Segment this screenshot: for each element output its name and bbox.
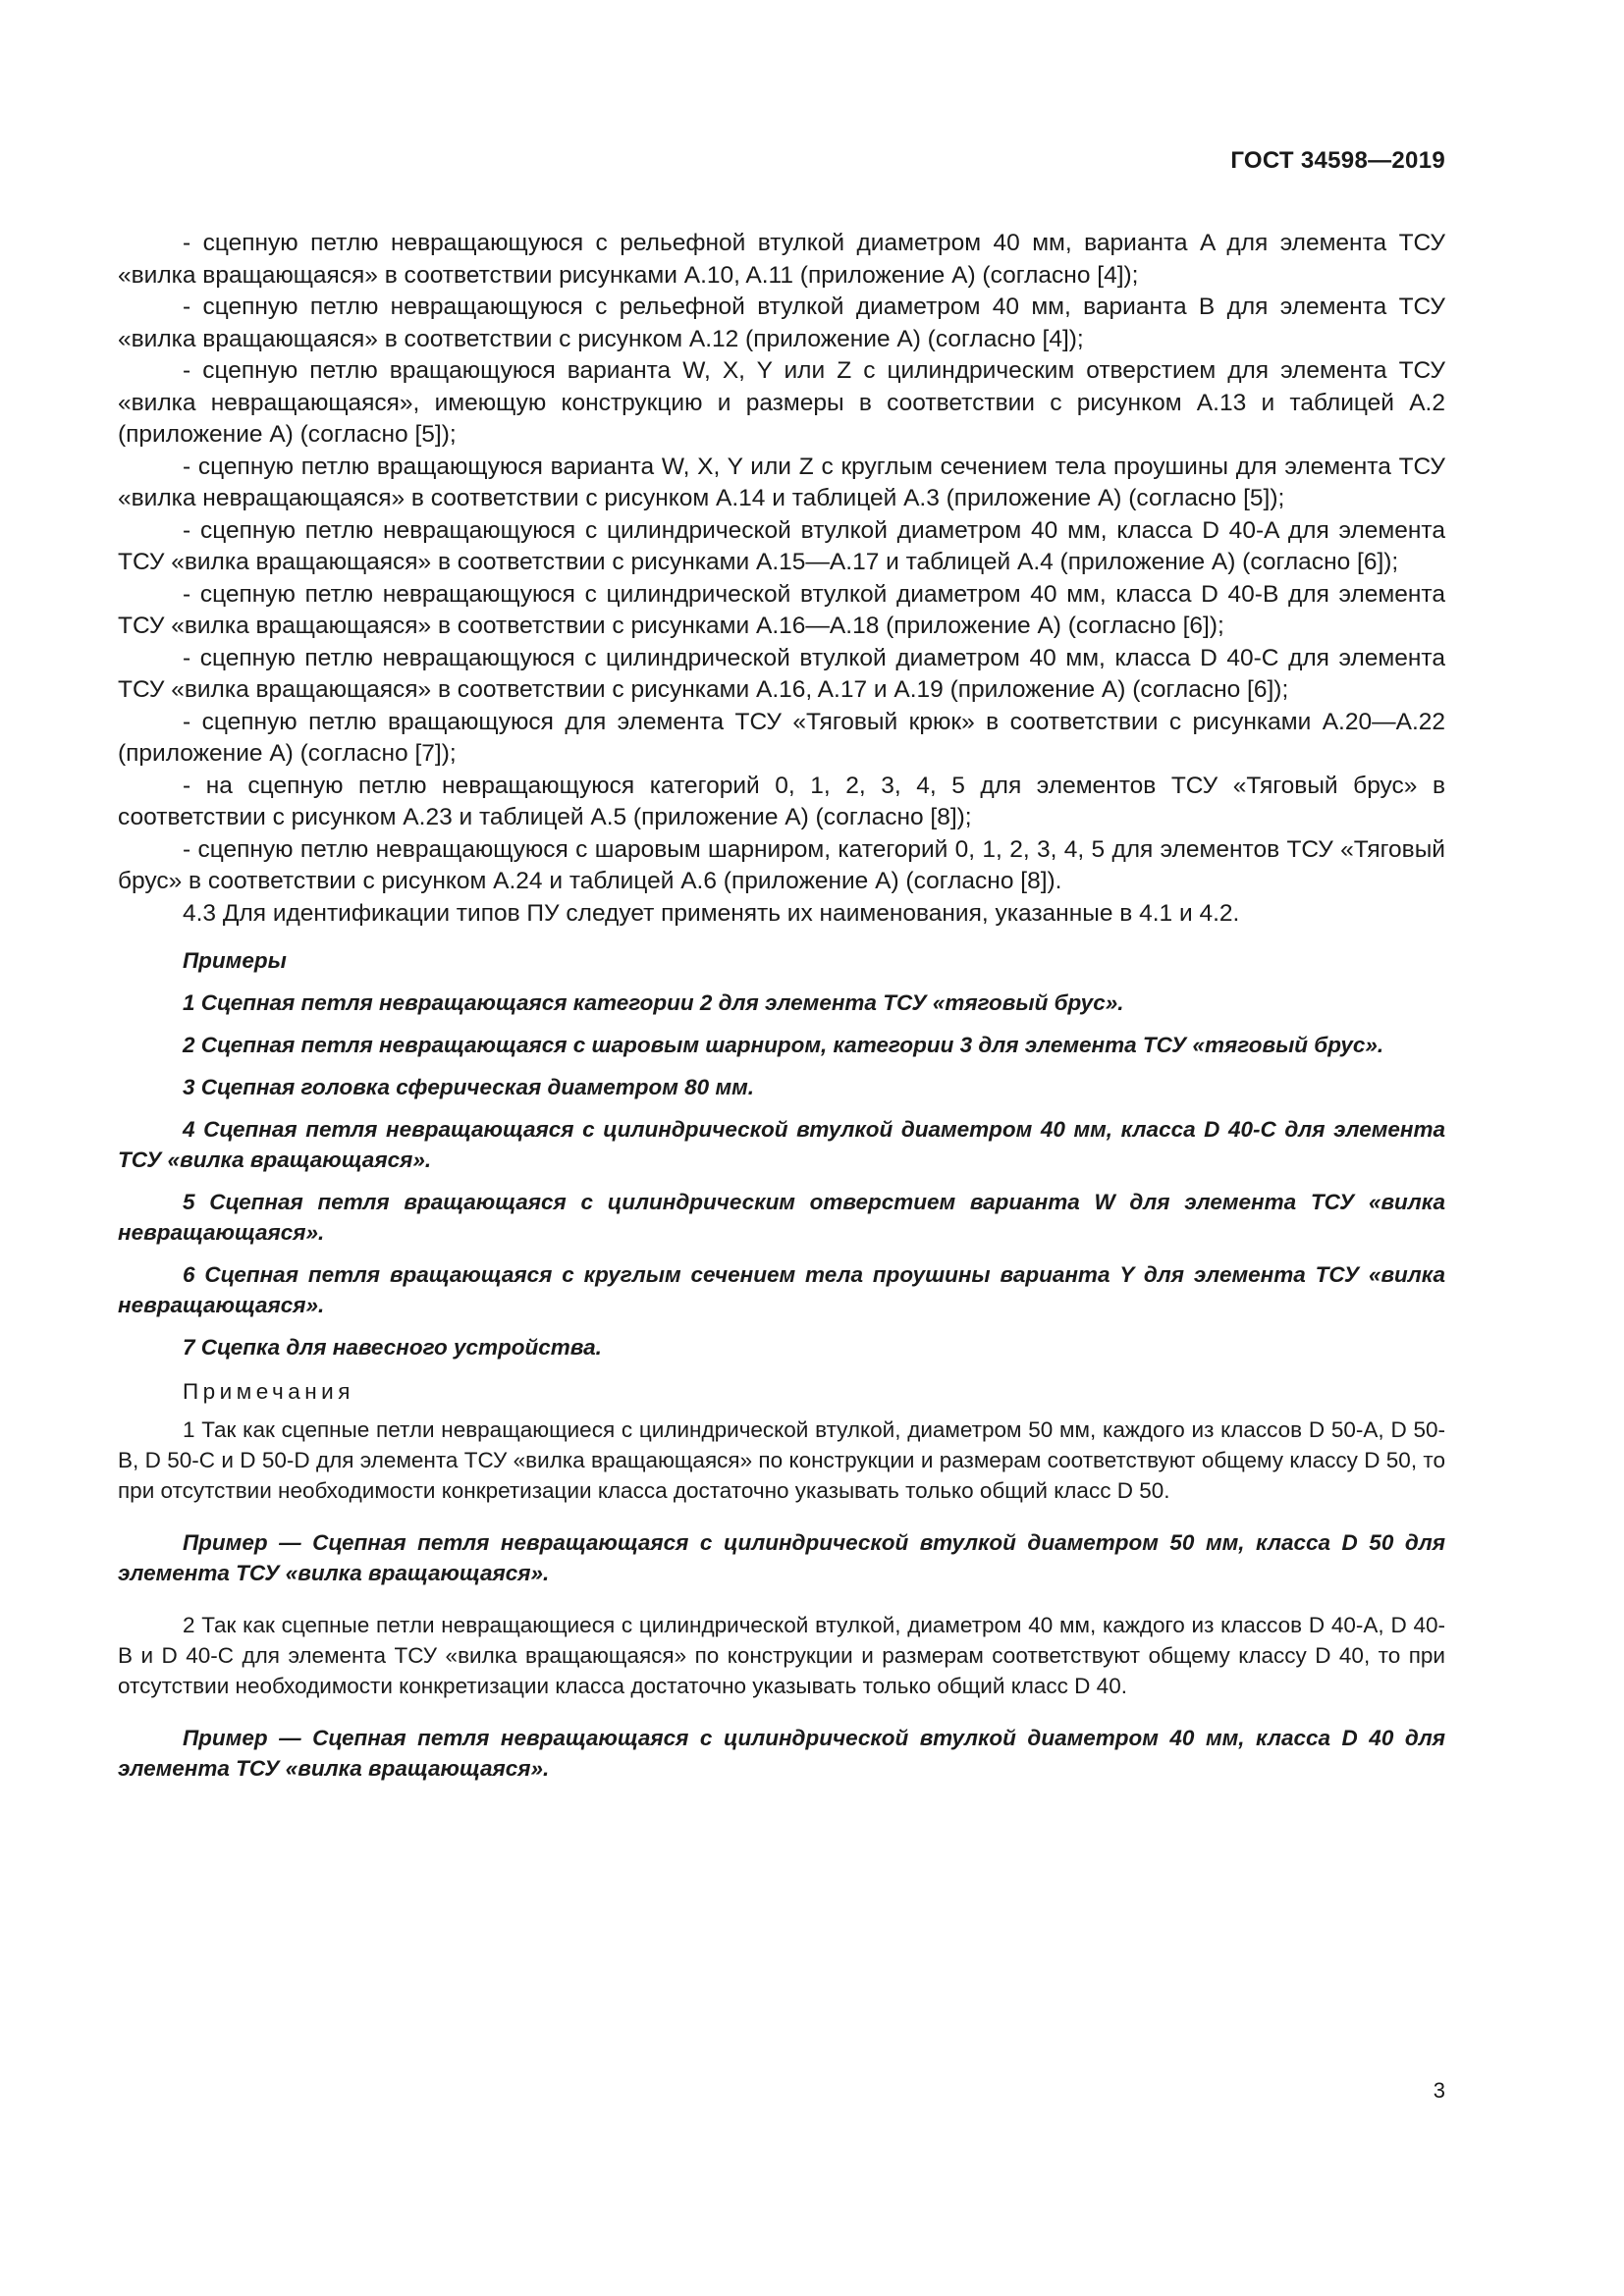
example-item: 7 Сцепка для навесного устройства. <box>183 1335 602 1360</box>
list-item: - сцепную петлю невращающуюся с рельефной втулкой диаметром 40 мм, варианта A для элемента ТСУ «вилка вращающаяся» в соответствии рисунками A.10, A.11 (приложение A) (согласно [4]); <box>118 230 1445 289</box>
example-item: 1 Сцепная петля невращающаяся категории 2 для элемента ТСУ «тяговый брус». <box>183 990 1124 1015</box>
list-item: - на сцепную петлю невращающуюся категорий 0, 1, 2, 3, 4, 5 для элементов ТСУ «Тяговый брус» в соответствии с рисунком A.23 и таблицей A.5 (приложение A) (согласно [8]); <box>118 772 1445 830</box>
example-item: 4 Сцепная петля невращающаяся с цилиндрической втулкой диаметром 40 мм, класса D 40-C для элемента ТСУ «вилка вращающаяся». <box>118 1117 1445 1172</box>
document-body <box>118 228 1445 1784</box>
note-1: 1 Так как сцепные петли невращающиеся с цилиндрической втулкой, диаметром 50 мм, каждого из классов D 50-A, D 50-B, D 50-C и D 50-D для элемента ТСУ «вилка вращающаяся» по конструкции и размерам соответствуют общему классу D 50, то при отсутствии необходимости конкретизации класса достаточно указывать только общий класс D 50. <box>118 1417 1445 1503</box>
examples-heading: Примеры <box>183 948 287 973</box>
list-item: - сцепную петлю невращающуюся с цилиндрической втулкой диаметром 40 мм, класса D 40-B для элемента ТСУ «вилка вращающаяся» в соответствии с рисунками A.16—A.18 (приложение A) (согласно [6]); <box>118 580 1445 639</box>
page-number: 3 <box>1433 2078 1445 2103</box>
list-item: - сцепную петлю вращающуюся варианта W, X, Y или Z с круглым сечением тела проушины для элемента ТСУ «вилка невращающаяся» в соответствии с рисунком A.14 и таблицей A.3 (приложение A) (согласно [5]); <box>118 453 1445 511</box>
example-item: 3 Сцепная головка сферическая диаметром 80 мм. <box>183 1075 754 1099</box>
clause-4-3: 4.3 Для идентификации типов ПУ следует применять их наименования, указанные в 4.1 и 4.2. <box>183 899 1240 927</box>
list-item: - сцепную петлю вращающуюся для элемента ТСУ «Тяговый крюк» в соответствии с рисунками A.20—A.22 (приложение A) (согласно [7]); <box>118 708 1445 767</box>
example-item: 2 Сцепная петля невращающаяся с шаровым шарниром, категории 3 для элемента ТСУ «тяговый брус». <box>183 1033 1384 1057</box>
example-item: 6 Сцепная петля вращающаяся с круглым сечением тела проушины варианта Y для элемента ТСУ «вилка невращающаяся». <box>118 1262 1445 1317</box>
list-item: - сцепную петлю невращающуюся с цилиндрической втулкой диаметром 40 мм, класса D 40-A для элемента ТСУ «вилка вращающаяся» в соответствии с рисунками A.15—A.17 и таблицей A.4 (приложение A) (согласно [6]); <box>118 516 1445 575</box>
list-item: - сцепную петлю невращающуюся с шаровым шарниром, категорий 0, 1, 2, 3, 4, 5 для элементов ТСУ «Тяговый брус» в соответствии с рисунком A.24 и таблицей A.6 (приложение A) (согласно [8]). <box>118 835 1445 894</box>
example-item: 5 Сцепная петля вращающаяся с цилиндрическим отверстием варианта W для элемента ТСУ «вилка невращающаяся». <box>118 1190 1445 1245</box>
note-2: 2 Так как сцепные петли невращающиеся с цилиндрической втулкой, диаметром 40 мм, каждого из классов D 40-A, D 40-B и D 40-C для элемента ТСУ «вилка вращающаяся» по конструкции и размерам соответствуют общему классу D 40, то при отсутствии необходимости конкретизации класса достаточно указывать только общий класс D 40. <box>118 1613 1445 1698</box>
notes-heading: Примечания <box>183 1379 354 1404</box>
note-2-example: Пример — Сцепная петля невращающаяся с цилиндрической втулкой диаметром 40 мм, класса D 40 для элемента ТСУ «вилка вращающаяся». <box>118 1726 1445 1781</box>
list-item: - сцепную петлю вращающуюся варианта W, X, Y или Z с цилиндрическим отверстием для элемента ТСУ «вилка невращающаяся», имеющую конструкцию и размеры в соответствии с рисунком A.13 и таблицей A.2 (приложение A) (согласно [5]); <box>118 357 1445 448</box>
document-code: ГОСТ 34598—2019 <box>1230 147 1445 174</box>
list-item: - сцепную петлю невращающуюся с рельефной втулкой диаметром 40 мм, варианта B для элемента ТСУ «вилка вращающаяся» в соответствии с рисунком A.12 (приложение A) (согласно [4]); <box>118 294 1445 352</box>
list-item: - сцепную петлю невращающуюся с цилиндрической втулкой диаметром 40 мм, класса D 40-C для элемента ТСУ «вилка вращающаяся» в соответствии с рисунками A.16, A.17 и A.19 (приложение A) (согласно [6]); <box>118 644 1445 703</box>
note-1-example: Пример — Сцепная петля невращающаяся с цилиндрической втулкой диаметром 50 мм, класса D 50 для элемента ТСУ «вилка вращающаяся». <box>118 1530 1445 1585</box>
